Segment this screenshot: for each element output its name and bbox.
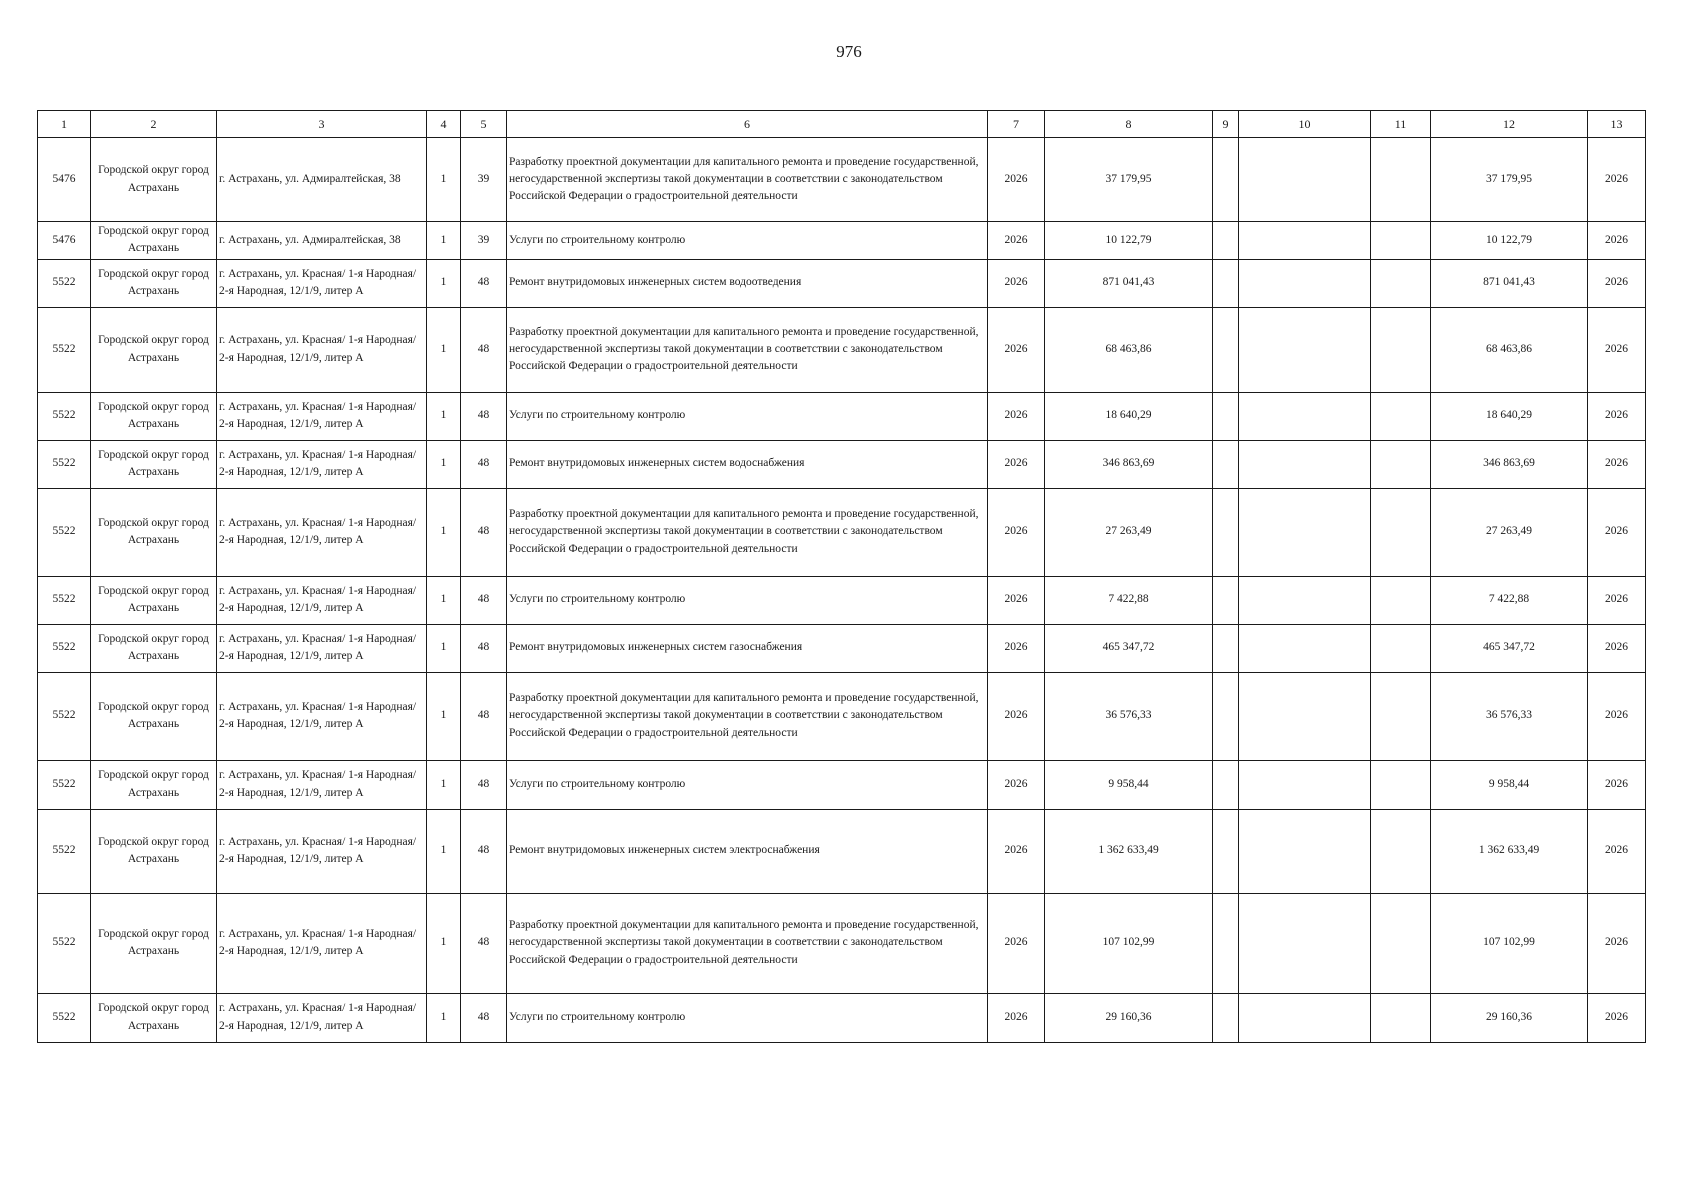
cell-completion-year: 2026 (1588, 993, 1646, 1042)
cell-col10 (1239, 392, 1371, 440)
cell-col9 (1213, 440, 1239, 488)
cell-col10 (1239, 576, 1371, 624)
cell-col5: 39 (461, 222, 507, 260)
cell-amount: 107 102,99 (1045, 893, 1213, 993)
cell-col4: 1 (427, 624, 461, 672)
cell-address: г. Астрахань, ул. Красная/ 1-я Народная/ 2-я Народная, 12/1/9, литер А (217, 307, 427, 392)
cell-col9 (1213, 392, 1239, 440)
cell-address: г. Астрахань, ул. Красная/ 1-я Народная/ 2-я Народная, 12/1/9, литер А (217, 392, 427, 440)
column-header-2: 2 (91, 111, 217, 138)
cell-col11 (1371, 259, 1431, 307)
cell-municipality: Городской округ город Астрахань (91, 624, 217, 672)
column-header-13: 13 (1588, 111, 1646, 138)
cell-amount: 27 263,49 (1045, 488, 1213, 576)
cell-address: г. Астрахань, ул. Красная/ 1-я Народная/ 2-я Народная, 12/1/9, литер А (217, 488, 427, 576)
table-row (38, 576, 1646, 624)
cell-total: 37 179,95 (1431, 138, 1588, 222)
cell-row-id: 5522 (38, 259, 91, 307)
cell-completion-year: 2026 (1588, 488, 1646, 576)
cell-total: 18 640,29 (1431, 392, 1588, 440)
table-row (38, 893, 1646, 993)
data-table (37, 110, 1646, 1043)
cell-col5: 48 (461, 993, 507, 1042)
cell-work-type: Услуги по строительному контролю (507, 576, 988, 624)
cell-municipality: Городской округ город Астрахань (91, 672, 217, 760)
cell-municipality: Городской округ город Астрахань (91, 809, 217, 893)
cell-col4: 1 (427, 993, 461, 1042)
cell-col10 (1239, 440, 1371, 488)
cell-col4: 1 (427, 809, 461, 893)
cell-amount: 68 463,86 (1045, 307, 1213, 392)
cell-col9 (1213, 222, 1239, 260)
cell-amount: 346 863,69 (1045, 440, 1213, 488)
cell-year: 2026 (988, 993, 1045, 1042)
cell-col5: 48 (461, 576, 507, 624)
table-row (38, 672, 1646, 760)
cell-col5: 48 (461, 672, 507, 760)
table-row (38, 392, 1646, 440)
cell-completion-year: 2026 (1588, 624, 1646, 672)
column-header-12: 12 (1431, 111, 1588, 138)
cell-address: г. Астрахань, ул. Красная/ 1-я Народная/ 2-я Народная, 12/1/9, литер А (217, 893, 427, 993)
cell-address: г. Астрахань, ул. Адмиралтейская, 38 (217, 138, 427, 222)
cell-total: 465 347,72 (1431, 624, 1588, 672)
table-row (38, 624, 1646, 672)
table-row (38, 222, 1646, 260)
cell-col10 (1239, 259, 1371, 307)
table-row (38, 307, 1646, 392)
cell-municipality: Городской округ город Астрахань (91, 138, 217, 222)
cell-col9 (1213, 993, 1239, 1042)
cell-total: 346 863,69 (1431, 440, 1588, 488)
table-row (38, 488, 1646, 576)
cell-col10 (1239, 760, 1371, 809)
cell-year: 2026 (988, 138, 1045, 222)
cell-municipality: Городской округ город Астрахань (91, 893, 217, 993)
cell-col11 (1371, 488, 1431, 576)
cell-year: 2026 (988, 893, 1045, 993)
cell-work-type: Разработку проектной документации для капитального ремонта и проведение государственной, негосударственной экспертизы такой документации в соответствии с законодательством Российской Федерации о градостроительной деятельности (507, 672, 988, 760)
cell-completion-year: 2026 (1588, 222, 1646, 260)
cell-municipality: Городской округ город Астрахань (91, 760, 217, 809)
cell-municipality: Городской округ город Астрахань (91, 576, 217, 624)
cell-col11 (1371, 893, 1431, 993)
cell-work-type: Ремонт внутридомовых инженерных систем электроснабжения (507, 809, 988, 893)
cell-address: г. Астрахань, ул. Красная/ 1-я Народная/ 2-я Народная, 12/1/9, литер А (217, 672, 427, 760)
cell-completion-year: 2026 (1588, 307, 1646, 392)
cell-completion-year: 2026 (1588, 576, 1646, 624)
cell-col4: 1 (427, 760, 461, 809)
cell-col10 (1239, 488, 1371, 576)
cell-col4: 1 (427, 392, 461, 440)
cell-col10 (1239, 624, 1371, 672)
cell-row-id: 5522 (38, 440, 91, 488)
cell-col4: 1 (427, 672, 461, 760)
cell-col5: 48 (461, 259, 507, 307)
table-row (38, 809, 1646, 893)
cell-total: 9 958,44 (1431, 760, 1588, 809)
cell-col11 (1371, 624, 1431, 672)
cell-completion-year: 2026 (1588, 809, 1646, 893)
cell-municipality: Городской округ город Астрахань (91, 392, 217, 440)
header-row (38, 111, 1646, 138)
cell-year: 2026 (988, 624, 1045, 672)
cell-col5: 48 (461, 440, 507, 488)
cell-municipality: Городской округ город Астрахань (91, 222, 217, 260)
cell-col5: 48 (461, 624, 507, 672)
cell-completion-year: 2026 (1588, 259, 1646, 307)
cell-address: г. Астрахань, ул. Красная/ 1-я Народная/ 2-я Народная, 12/1/9, литер А (217, 440, 427, 488)
cell-amount: 18 640,29 (1045, 392, 1213, 440)
cell-year: 2026 (988, 259, 1045, 307)
cell-col11 (1371, 809, 1431, 893)
cell-year: 2026 (988, 307, 1045, 392)
cell-completion-year: 2026 (1588, 760, 1646, 809)
cell-year: 2026 (988, 222, 1045, 260)
cell-municipality: Городской округ город Астрахань (91, 259, 217, 307)
cell-col4: 1 (427, 307, 461, 392)
cell-col5: 48 (461, 392, 507, 440)
column-header-11: 11 (1371, 111, 1431, 138)
cell-year: 2026 (988, 576, 1045, 624)
cell-amount: 10 122,79 (1045, 222, 1213, 260)
cell-work-type: Разработку проектной документации для капитального ремонта и проведение государственной, негосударственной экспертизы такой документации в соответствии с законодательством Российской Федерации о градостроительной деятельности (507, 138, 988, 222)
cell-col11 (1371, 672, 1431, 760)
cell-col9 (1213, 893, 1239, 993)
cell-municipality: Городской округ город Астрахань (91, 993, 217, 1042)
cell-total: 1 362 633,49 (1431, 809, 1588, 893)
cell-completion-year: 2026 (1588, 392, 1646, 440)
cell-col11 (1371, 138, 1431, 222)
cell-address: г. Астрахань, ул. Красная/ 1-я Народная/ 2-я Народная, 12/1/9, литер А (217, 624, 427, 672)
cell-col10 (1239, 307, 1371, 392)
cell-address: г. Астрахань, ул. Адмиралтейская, 38 (217, 222, 427, 260)
cell-completion-year: 2026 (1588, 440, 1646, 488)
table-row (38, 138, 1646, 222)
cell-col11 (1371, 440, 1431, 488)
cell-work-type: Услуги по строительному контролю (507, 392, 988, 440)
cell-address: г. Астрахань, ул. Красная/ 1-я Народная/ 2-я Народная, 12/1/9, литер А (217, 993, 427, 1042)
cell-col5: 48 (461, 488, 507, 576)
cell-col9 (1213, 809, 1239, 893)
cell-col11 (1371, 392, 1431, 440)
cell-col10 (1239, 222, 1371, 260)
cell-col4: 1 (427, 259, 461, 307)
cell-col11 (1371, 760, 1431, 809)
cell-col5: 48 (461, 760, 507, 809)
cell-row-id: 5476 (38, 222, 91, 260)
cell-col5: 48 (461, 809, 507, 893)
column-header-4: 4 (427, 111, 461, 138)
cell-row-id: 5522 (38, 993, 91, 1042)
cell-col11 (1371, 576, 1431, 624)
cell-total: 29 160,36 (1431, 993, 1588, 1042)
cell-row-id: 5476 (38, 138, 91, 222)
cell-col10 (1239, 893, 1371, 993)
cell-total: 36 576,33 (1431, 672, 1588, 760)
cell-col9 (1213, 259, 1239, 307)
cell-address: г. Астрахань, ул. Красная/ 1-я Народная/ 2-я Народная, 12/1/9, литер А (217, 259, 427, 307)
column-header-6: 6 (507, 111, 988, 138)
cell-work-type: Разработку проектной документации для капитального ремонта и проведение государственной, негосударственной экспертизы такой документации в соответствии с законодательством Российской Федерации о градостроительной деятельности (507, 488, 988, 576)
cell-col9 (1213, 760, 1239, 809)
cell-col10 (1239, 672, 1371, 760)
cell-work-type: Разработку проектной документации для капитального ремонта и проведение государственной, негосударственной экспертизы такой документации в соответствии с законодательством Российской Федерации о градостроительной деятельности (507, 893, 988, 993)
cell-row-id: 5522 (38, 893, 91, 993)
cell-year: 2026 (988, 488, 1045, 576)
cell-amount: 37 179,95 (1045, 138, 1213, 222)
cell-amount: 36 576,33 (1045, 672, 1213, 760)
cell-col10 (1239, 138, 1371, 222)
cell-year: 2026 (988, 760, 1045, 809)
cell-total: 27 263,49 (1431, 488, 1588, 576)
cell-row-id: 5522 (38, 576, 91, 624)
cell-total: 107 102,99 (1431, 893, 1588, 993)
cell-completion-year: 2026 (1588, 138, 1646, 222)
cell-col11 (1371, 307, 1431, 392)
cell-work-type: Услуги по строительному контролю (507, 993, 988, 1042)
cell-year: 2026 (988, 809, 1045, 893)
cell-col4: 1 (427, 488, 461, 576)
cell-row-id: 5522 (38, 307, 91, 392)
cell-col4: 1 (427, 440, 461, 488)
cell-row-id: 5522 (38, 488, 91, 576)
cell-work-type: Услуги по строительному контролю (507, 222, 988, 260)
cell-work-type: Разработку проектной документации для капитального ремонта и проведение государственной, негосударственной экспертизы такой документации в соответствии с законодательством Российской Федерации о градостроительной деятельности (507, 307, 988, 392)
cell-col9 (1213, 576, 1239, 624)
cell-municipality: Городской округ город Астрахань (91, 307, 217, 392)
column-header-7: 7 (988, 111, 1045, 138)
column-header-8: 8 (1045, 111, 1213, 138)
cell-row-id: 5522 (38, 392, 91, 440)
cell-col4: 1 (427, 222, 461, 260)
cell-row-id: 5522 (38, 672, 91, 760)
cell-col4: 1 (427, 576, 461, 624)
cell-row-id: 5522 (38, 760, 91, 809)
cell-col5: 48 (461, 307, 507, 392)
cell-col9 (1213, 624, 1239, 672)
cell-row-id: 5522 (38, 624, 91, 672)
cell-total: 871 041,43 (1431, 259, 1588, 307)
cell-municipality: Городской округ город Астрахань (91, 488, 217, 576)
table-row (38, 259, 1646, 307)
cell-amount: 465 347,72 (1045, 624, 1213, 672)
cell-work-type: Услуги по строительному контролю (507, 760, 988, 809)
cell-work-type: Ремонт внутридомовых инженерных систем водоснабжения (507, 440, 988, 488)
cell-year: 2026 (988, 440, 1045, 488)
column-header-9: 9 (1213, 111, 1239, 138)
cell-col9 (1213, 138, 1239, 222)
cell-amount: 7 422,88 (1045, 576, 1213, 624)
column-header-3: 3 (217, 111, 427, 138)
table-row (38, 993, 1646, 1042)
cell-amount: 9 958,44 (1045, 760, 1213, 809)
cell-col10 (1239, 809, 1371, 893)
cell-work-type: Ремонт внутридомовых инженерных систем водоотведения (507, 259, 988, 307)
page-number: 976 (836, 42, 862, 61)
cell-col9 (1213, 307, 1239, 392)
cell-col9 (1213, 488, 1239, 576)
cell-total: 10 122,79 (1431, 222, 1588, 260)
cell-col10 (1239, 993, 1371, 1042)
table-row (38, 440, 1646, 488)
cell-col4: 1 (427, 138, 461, 222)
cell-col11 (1371, 222, 1431, 260)
cell-year: 2026 (988, 672, 1045, 760)
column-header-5: 5 (461, 111, 507, 138)
cell-work-type: Ремонт внутридомовых инженерных систем газоснабжения (507, 624, 988, 672)
cell-col11 (1371, 993, 1431, 1042)
cell-col5: 48 (461, 893, 507, 993)
cell-address: г. Астрахань, ул. Красная/ 1-я Народная/ 2-я Народная, 12/1/9, литер А (217, 809, 427, 893)
cell-total: 68 463,86 (1431, 307, 1588, 392)
cell-amount: 871 041,43 (1045, 259, 1213, 307)
cell-completion-year: 2026 (1588, 672, 1646, 760)
cell-municipality: Городской округ город Астрахань (91, 440, 217, 488)
cell-col5: 39 (461, 138, 507, 222)
cell-col9 (1213, 672, 1239, 760)
cell-col4: 1 (427, 893, 461, 993)
cell-completion-year: 2026 (1588, 893, 1646, 993)
column-header-1: 1 (38, 111, 91, 138)
cell-address: г. Астрахань, ул. Красная/ 1-я Народная/ 2-я Народная, 12/1/9, литер А (217, 576, 427, 624)
cell-row-id: 5522 (38, 809, 91, 893)
column-header-10: 10 (1239, 111, 1371, 138)
cell-total: 7 422,88 (1431, 576, 1588, 624)
cell-amount: 29 160,36 (1045, 993, 1213, 1042)
cell-amount: 1 362 633,49 (1045, 809, 1213, 893)
cell-address: г. Астрахань, ул. Красная/ 1-я Народная/ 2-я Народная, 12/1/9, литер А (217, 760, 427, 809)
table-row (38, 760, 1646, 809)
table-body (38, 138, 1646, 1043)
cell-year: 2026 (988, 392, 1045, 440)
